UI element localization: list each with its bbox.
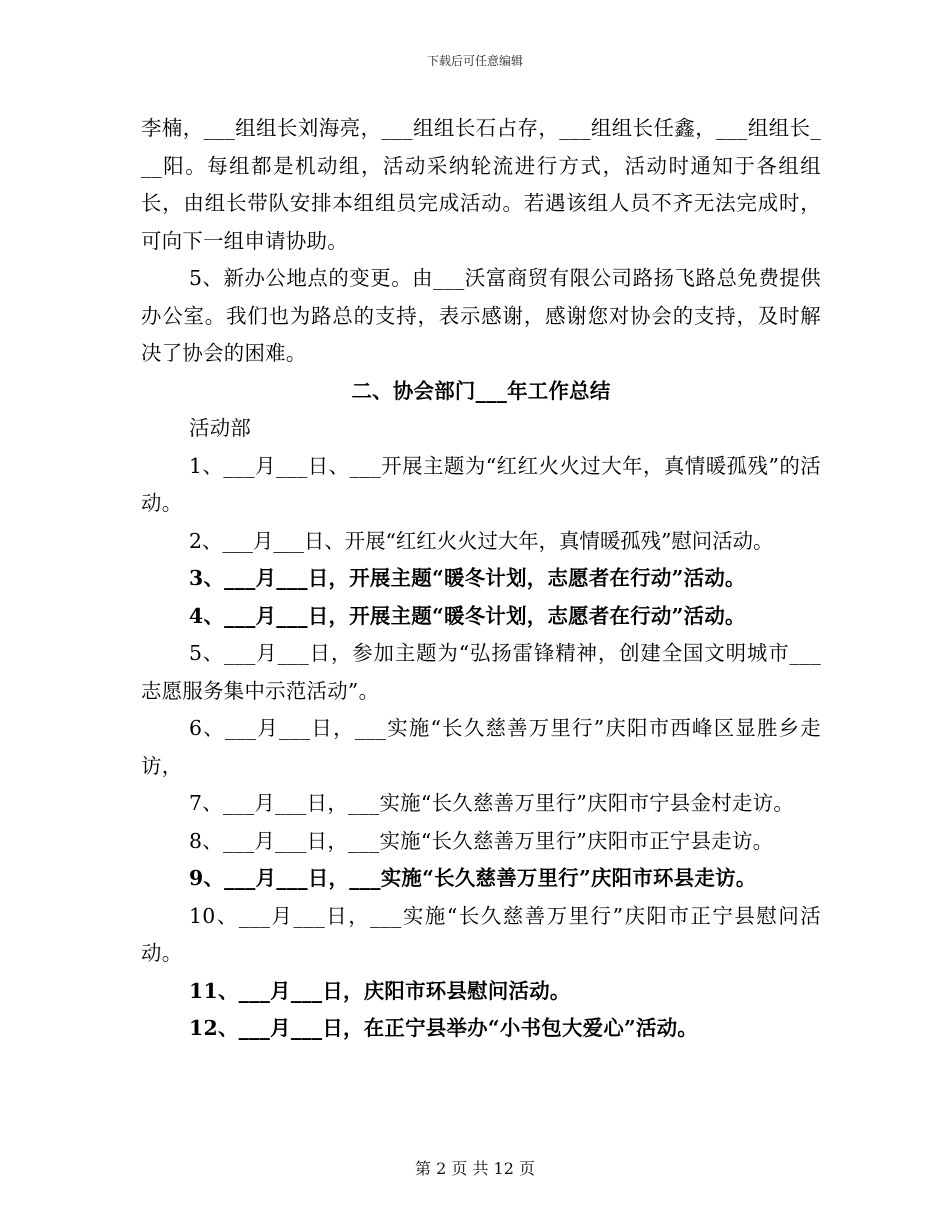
list-item: 6、___月___日，___实施“长久慈善万里行”庆阳市西峰区显胜乡走访，	[141, 716, 821, 778]
list-item: 1、___月___日、___开展主题为“红红火火过大年，真情暖孤残”的活动。	[141, 453, 821, 515]
list-item: 3、___月___日，开展主题“暖冬计划，志愿者在行动”活动。	[189, 566, 746, 590]
section-heading: 二、协会部门___年工作总结	[351, 378, 611, 403]
list-item: 4、___月___日，开展主题“暖冬计划，志愿者在行动”活动。	[189, 603, 746, 628]
page-footer: 第 2 页 共 12 页	[415, 1159, 535, 1178]
page-header: 下载后可任意编辑	[426, 54, 523, 68]
list-item: 12、___月___日，在正宁县举办“小书包大爱心”活动。	[189, 1016, 699, 1040]
list-item: 11、___月___日，庆阳市环县慰问活动。	[189, 978, 571, 1003]
list-item: 2、___月___日、开展“红红火火过大年，真情暖孤残”慰问活动。	[189, 528, 774, 553]
subheading-activity-dept: 活动部	[189, 416, 252, 440]
list-item: 10、___月___日，___实施“长久慈善万里行”庆阳市正宁县慰问活动。	[141, 903, 821, 965]
list-item: 5、___月___日，参加主题为“弘扬雷锋精神，创建全国文明城市___志愿服务集中示范活动”。	[141, 641, 821, 703]
paragraph-group-leaders: 李楠，___组组长刘海亮，___组组长石占存，___组组长任鑫，___组组长___阳。每组都是机动组，活动采纳轮流进行方式，活动时通知于各组组长，由组长带队安排本组组员完成活动。若遇该组人员不齐无法完成时，可向下一组申请协助。	[141, 116, 821, 253]
list-item: 8、___月___日，___实施“长久慈善万里行”庆阳市正宁县走访。	[189, 828, 774, 853]
paragraph-new-office: 5、新办公地点的变更。由___沃富商贸有限公司路扬飞路总免费提供办公室。我们也为路总的支持，表示感谢，感谢您对协会的支持，及时解决了协会的困难。	[141, 266, 821, 365]
list-item: 9、___月___日，___实施“长久慈善万里行”庆阳市环县走访。	[189, 866, 757, 890]
document-body	[141, 110, 821, 1048]
list-item: 7、___月___日，___实施“长久慈善万里行”庆阳市宁县金村走访。	[189, 791, 795, 815]
